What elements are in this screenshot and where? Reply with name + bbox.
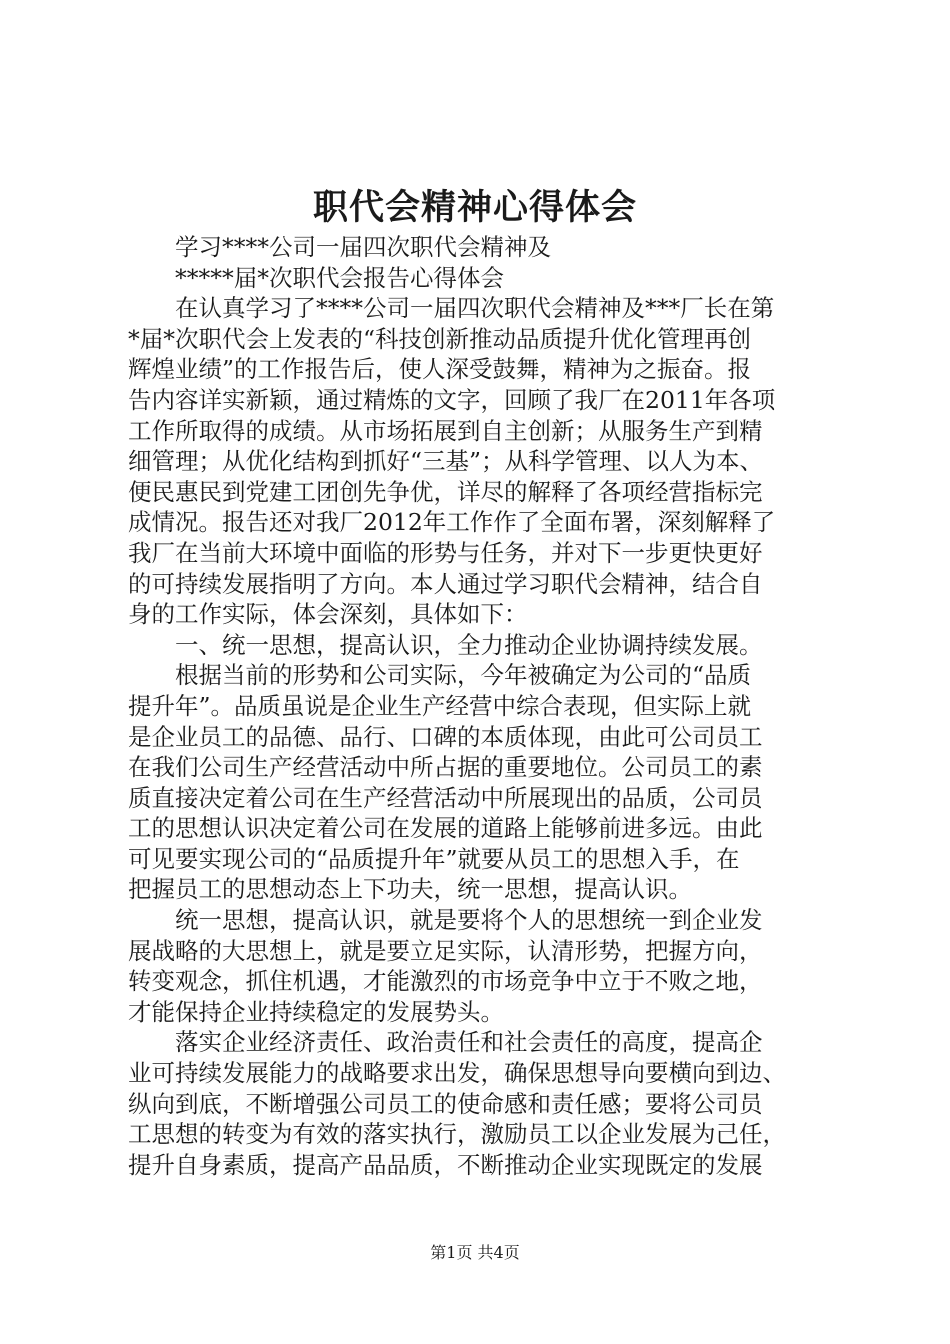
text-line: 便民惠民到党建工团创先争优，详尽的解释了各项经营指标完: [128, 477, 763, 506]
text-line: 落实企业经济责任、政治责任和社会责任的高度，提高企: [128, 1028, 763, 1057]
text-line: 转变观念，抓住机遇，才能激烈的市场竞争中立于不败之地，: [128, 967, 763, 996]
text-line: 提升年”。品质虽说是企业生产经营中综合表现，但实际上就: [128, 691, 752, 720]
text-line: 工作所取得的成绩。从市场拓展到自主创新；从服务生产到精: [128, 416, 763, 445]
text-line: 提升自身素质，提高产品品质，不断推动企业实现既定的发展: [128, 1150, 763, 1179]
document-body: [128, 232, 828, 1180]
text-line: 在我们公司生产经营活动中所占据的重要地位。公司员工的素: [128, 753, 763, 782]
text-line: 业可持续发展能力的战略要求出发，确保思想导向要横向到边、: [128, 1059, 786, 1088]
text-line: 一、统一思想，提高认识，全力推动企业协调持续发展。: [128, 630, 763, 659]
text-line: 才能保持企业持续稳定的发展势头。: [128, 997, 504, 1026]
text-line: 质直接决定着公司在生产经营活动中所展现出的品质，公司员: [128, 783, 763, 812]
text-line: 身的工作实际，体会深刻，具体如下：: [128, 600, 528, 629]
text-line: 把握员工的思想动态上下功夫，统一思想，提高认识。: [128, 875, 692, 904]
text-line: 是企业员工的品德、品行、口碑的本质体现，由此可公司员工: [128, 722, 763, 751]
text-line: 在认真学习了****公司一届四次职代会精神及***厂长在第: [128, 294, 775, 323]
text-line: 细管理；从优化结构到抓好“三基”；从科学管理、以人为本、: [128, 447, 764, 476]
document-title: 职代会精神心得体会: [312, 187, 637, 228]
text-line: 纵向到底，不断增强公司员工的使命感和责任感；要将公司员: [128, 1089, 763, 1118]
text-line: 学习****公司一届四次职代会精神及: [128, 233, 551, 261]
text-line: 统一思想，提高认识，就是要将个人的思想统一到企业发: [128, 906, 763, 935]
text-line: 展战略的大思想上，就是要立足实际，认清形势，把握方向，: [128, 936, 763, 965]
text-line: 可见要实现公司的“品质提升年”就要从员工的思想入手，在: [128, 844, 740, 873]
text-line: *****届*次职代会报告心得体会: [128, 263, 504, 292]
text-line: 成情况。报告还对我厂2012年工作作了全面布署，深刻解释了: [128, 508, 776, 537]
page-footer: 第1页 共4页: [430, 1243, 520, 1262]
text-line: 辉煌业绩”的工作报告后，使人深受鼓舞，精神为之振奋。报: [128, 355, 752, 384]
text-line: 工的思想认识决定着公司在发展的道路上能够前进多远。由此: [128, 814, 763, 843]
text-line: 根据当前的形势和公司实际，今年被确定为公司的“品质: [128, 661, 752, 690]
text-line: 告内容详实新颖，通过精炼的文字，回顾了我厂在2011年各项: [128, 385, 776, 414]
text-line: *届*次职代会上发表的“科技创新推动品质提升优化管理再创: [128, 324, 752, 353]
text-line: 的可持续发展指明了方向。本人通过学习职代会精神，结合自: [128, 569, 763, 598]
text-line: 我厂在当前大环境中面临的形势与任务，并对下一步更快更好: [128, 538, 763, 567]
text-line: 工思想的转变为有效的落实执行，激励员工以企业发展为己任，: [128, 1120, 786, 1149]
